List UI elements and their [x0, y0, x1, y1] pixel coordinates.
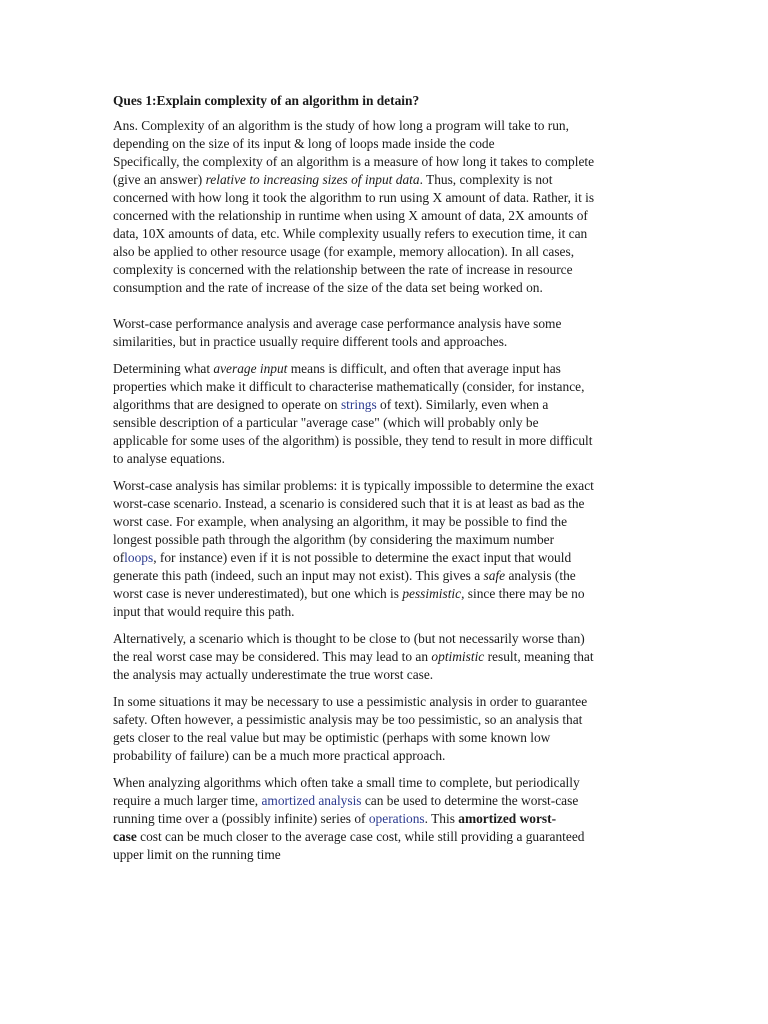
link-strings[interactable]: strings — [340, 397, 377, 412]
paragraph-worst-case: Worst-case analysis has similar problems: it is typically impossible to determine the exact worst-case scenario. Instead, a scenario is considered such that it is at least as bad as the worst case. For example, when analysing an algorithm, it may be possible to find the longest possible path through the algorithm (by considering the maximum number ofloops, for instance) even if it is not possible to determine the exact input that would generate this path (indeed, such an input may not exist). This gives a safe analysis (the worst case is never underestimated), but one which is pessimistic, since there may be no input that would require this path. — [113, 478, 594, 619]
bold-amortized-worst: amortized worst- — [458, 811, 557, 826]
paragraph-amortized: When analyzing algorithms which often take a small time to complete, but periodically require a much larger time, amortized analysis can be used to determine the worst-case running time over a (possibly infinite) series of operations. This amortized worst- case cost can be much closer to the average case cost, while still providing a guaranteed upper limit on the running time — [113, 775, 585, 862]
link-amortized-analysis[interactable]: amortized analysis — [261, 793, 362, 808]
paragraph-answer-intro: Ans. Complexity of an algorithm is the study of how long a program will take to run, depending on the size of its input & long of loops made inside the code Specifically, the complexity of an algorithm is a measure of how long it takes to complete (give an answer) relative to increasing sizes of input data. Thus, complexity is not concerned with how long it took the algorithm to run using X amount of data. Rather, it is concerned with the relationship in runtime when using X amount of data, 2X amounts of data, 10X amounts of data, etc. While complexity usually refers to execution time, it can also be applied to other resource usage (for example, memory allocation). In all cases, complexity is concerned with the relationship between the rate of increase in resource consumption and the rate of increase of the size of the data set being worked on. — [113, 118, 595, 295]
paragraph-worst-average: Worst-case performance analysis and average case performance analysis have some similarities, but in practice usually require different tools and approaches. — [113, 316, 562, 349]
emphasis-average-input: average input — [213, 361, 288, 376]
bold-case: case — [113, 829, 137, 844]
emphasis-pessimistic: pessimistic — [402, 586, 462, 601]
emphasis-relative-sizes: relative to increasing sizes of input data — [205, 172, 420, 187]
paragraph-average-input: Determining what average input means is difficult, and often that average input has properties which make it difficult to characterise mathematically (consider, for instance, algorithms that are designed to operate on strings of text). Similarly, even when a sensible description of a particular "average case" (which will probably only be applicable for some uses of the algorithm) is possible, they tend to result in more difficult to analyse equations. — [113, 361, 593, 466]
question-heading: Ques 1:Explain complexity of an algorithm in detain? — [113, 93, 420, 108]
paragraph-situations: In some situations it may be necessary to use a pessimistic analysis in order to guarantee safety. Often however, a pessimistic analysis may be too pessimistic, so an analysis that gets closer to the real value but may be optimistic (perhaps with some known low probability of failure) can be a much more practical approach. — [113, 694, 588, 763]
paragraph-alternatively: Alternatively, a scenario which is thought to be close to (but not necessarily worse than) the real worst case may be considered. This may lead to an optimistic result, meaning that the analysis may actually underestimate the true worst case. — [113, 631, 594, 682]
link-operations[interactable]: operations — [368, 811, 425, 826]
emphasis-optimistic: optimistic — [431, 649, 485, 664]
emphasis-safe: safe — [483, 568, 506, 583]
link-loops[interactable]: loops — [124, 550, 154, 565]
